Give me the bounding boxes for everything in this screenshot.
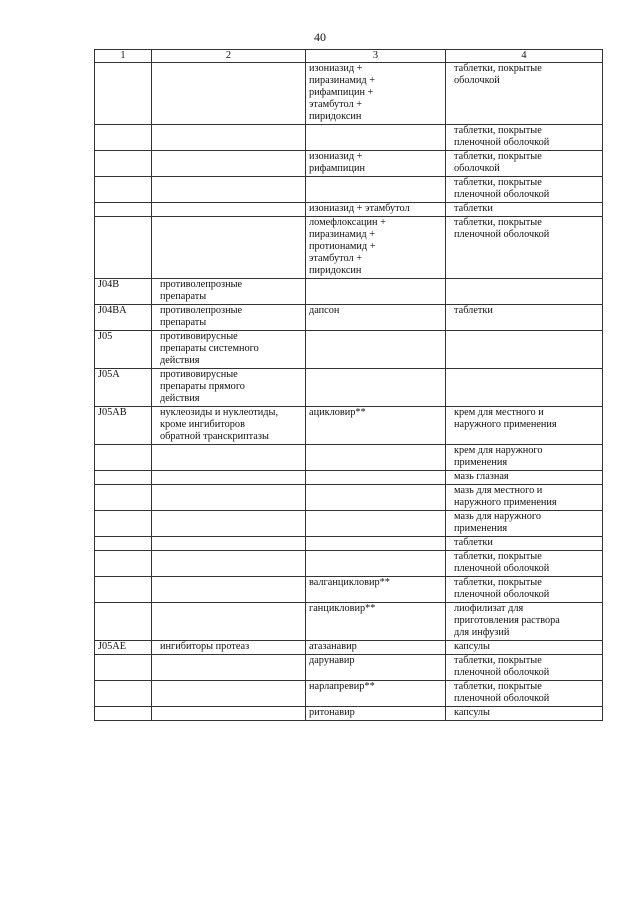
drug-name-cell: дапсон: [306, 305, 446, 331]
drug-name-cell: [306, 485, 446, 511]
group-name-cell: противолепрозные препараты: [152, 305, 306, 331]
group-name-cell: [152, 471, 306, 485]
column-header: 1: [95, 50, 152, 63]
drug-name-cell: валганцикловир**: [306, 577, 446, 603]
group-name-cell: [152, 125, 306, 151]
table-row: [95, 551, 603, 577]
drug-name-cell: [306, 125, 446, 151]
drug-name-cell: изониазид + рифампицин: [306, 151, 446, 177]
dosage-form-cell: крем для местного и наружного применения: [446, 407, 603, 445]
atc-code-cell: [95, 551, 152, 577]
atc-code-cell: [95, 655, 152, 681]
column-header: 2: [152, 50, 306, 63]
group-name-cell: [152, 681, 306, 707]
table-row: [95, 217, 603, 279]
drug-name-cell: [306, 177, 446, 203]
dosage-form-cell: таблетки, покрытые оболочкой: [446, 63, 603, 125]
drug-name-cell: изониазид + этамбутол: [306, 203, 446, 217]
atc-code-cell: [95, 537, 152, 551]
atc-code-cell: [95, 681, 152, 707]
group-name-cell: противолепрозные препараты: [152, 279, 306, 305]
dosage-form-cell: таблетки: [446, 305, 603, 331]
table-row: [95, 305, 603, 331]
table-row: [95, 707, 603, 721]
dosage-form-cell: таблетки: [446, 203, 603, 217]
group-name-cell: [152, 603, 306, 641]
dosage-form-cell: [446, 331, 603, 369]
column-header: 3: [306, 50, 446, 63]
atc-code-cell: [95, 203, 152, 217]
atc-code-cell: [95, 177, 152, 203]
table-row: [95, 681, 603, 707]
dosage-form-cell: капсулы: [446, 641, 603, 655]
dosage-form-cell: таблетки, покрытые пленочной оболочкой: [446, 217, 603, 279]
group-name-cell: [152, 537, 306, 551]
atc-code-cell: J05AB: [95, 407, 152, 445]
atc-code-cell: J04BA: [95, 305, 152, 331]
drug-name-cell: ломефлоксацин + пиразинамид + протионамид + этамбутол + пиридоксин: [306, 217, 446, 279]
dosage-form-cell: таблетки, покрытые оболочкой: [446, 151, 603, 177]
group-name-cell: [152, 511, 306, 537]
dosage-form-cell: таблетки, покрытые пленочной оболочкой: [446, 125, 603, 151]
group-name-cell: [152, 551, 306, 577]
group-name-cell: противовирусные препараты системного действия: [152, 331, 306, 369]
atc-code-cell: [95, 577, 152, 603]
drug-name-cell: [306, 511, 446, 537]
atc-code-cell: [95, 603, 152, 641]
table-row: [95, 655, 603, 681]
atc-code-cell: [95, 511, 152, 537]
dosage-form-cell: таблетки, покрытые пленочной оболочкой: [446, 551, 603, 577]
table-row: [95, 331, 603, 369]
table-row: [95, 151, 603, 177]
dosage-form-cell: таблетки, покрытые пленочной оболочкой: [446, 681, 603, 707]
table-row: [95, 125, 603, 151]
group-name-cell: [152, 655, 306, 681]
atc-code-cell: J05: [95, 331, 152, 369]
group-name-cell: [152, 203, 306, 217]
table-row: [95, 641, 603, 655]
group-name-cell: нуклеозиды и нуклеотиды, кроме ингибиторов обратной транскриптазы: [152, 407, 306, 445]
drug-name-cell: [306, 537, 446, 551]
atc-code-cell: [95, 707, 152, 721]
drug-name-cell: [306, 331, 446, 369]
table-row: [95, 369, 603, 407]
dosage-form-cell: капсулы: [446, 707, 603, 721]
table-row: [95, 537, 603, 551]
table-row: [95, 177, 603, 203]
drug-name-cell: [306, 369, 446, 407]
table-row: [95, 445, 603, 471]
table-row: [95, 63, 603, 125]
drug-name-cell: ацикловир**: [306, 407, 446, 445]
group-name-cell: [152, 707, 306, 721]
drug-name-cell: [306, 551, 446, 577]
drug-name-cell: ганцикловир**: [306, 603, 446, 641]
drug-table: [94, 49, 603, 721]
dosage-form-cell: крем для наружного применения: [446, 445, 603, 471]
atc-code-cell: [95, 471, 152, 485]
drug-name-cell: [306, 279, 446, 305]
dosage-form-cell: таблетки: [446, 537, 603, 551]
drug-name-cell: нарлапревир**: [306, 681, 446, 707]
atc-code-cell: J04B: [95, 279, 152, 305]
table-row: [95, 203, 603, 217]
page-number: 40: [314, 30, 326, 44]
dosage-form-cell: мазь глазная: [446, 471, 603, 485]
drug-name-cell: [306, 471, 446, 485]
table-row: [95, 577, 603, 603]
group-name-cell: противовирусные препараты прямого действия: [152, 369, 306, 407]
dosage-form-cell: лиофилизат для приготовления раствора для инфузий: [446, 603, 603, 641]
group-name-cell: ингибиторы протеаз: [152, 641, 306, 655]
table-row: [95, 485, 603, 511]
atc-code-cell: [95, 151, 152, 177]
atc-code-cell: [95, 125, 152, 151]
drug-name-cell: изониазид + пиразинамид + рифампицин + этамбутол + пиридоксин: [306, 63, 446, 125]
group-name-cell: [152, 577, 306, 603]
atc-code-cell: [95, 217, 152, 279]
atc-code-cell: [95, 485, 152, 511]
table-row: [95, 471, 603, 485]
group-name-cell: [152, 177, 306, 203]
table-row: [95, 511, 603, 537]
atc-code-cell: [95, 445, 152, 471]
group-name-cell: [152, 445, 306, 471]
drug-name-cell: [306, 445, 446, 471]
table-body: [95, 63, 603, 721]
drug-name-cell: ритонавир: [306, 707, 446, 721]
table-row: [95, 279, 603, 305]
atc-code-cell: [95, 63, 152, 125]
table-header-row: [95, 50, 603, 63]
dosage-form-cell: мазь для местного и наружного применения: [446, 485, 603, 511]
group-name-cell: [152, 63, 306, 125]
group-name-cell: [152, 151, 306, 177]
atc-code-cell: J05A: [95, 369, 152, 407]
dosage-form-cell: мазь для наружного применения: [446, 511, 603, 537]
dosage-form-cell: таблетки, покрытые пленочной оболочкой: [446, 177, 603, 203]
dosage-form-cell: [446, 369, 603, 407]
group-name-cell: [152, 217, 306, 279]
atc-code-cell: J05AE: [95, 641, 152, 655]
dosage-form-cell: [446, 279, 603, 305]
drug-name-cell: атазанавир: [306, 641, 446, 655]
column-header: 4: [446, 50, 603, 63]
table-row: [95, 407, 603, 445]
group-name-cell: [152, 485, 306, 511]
drug-name-cell: дарунавир: [306, 655, 446, 681]
table-row: [95, 603, 603, 641]
dosage-form-cell: таблетки, покрытые пленочной оболочкой: [446, 577, 603, 603]
dosage-form-cell: таблетки, покрытые пленочной оболочкой: [446, 655, 603, 681]
